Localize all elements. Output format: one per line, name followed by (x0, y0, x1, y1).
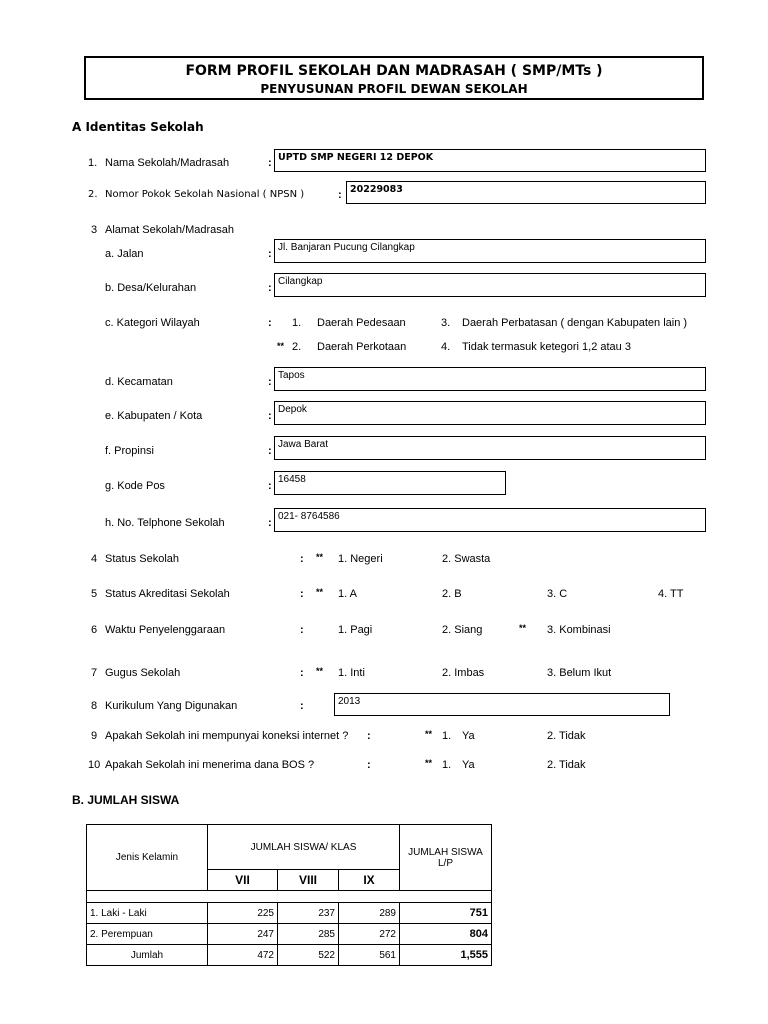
cell-total: 804 (400, 924, 492, 945)
cell-viii: 522 (278, 945, 339, 966)
gugus-selected-mark: ** (316, 666, 324, 676)
cell-viii: 285 (278, 924, 339, 945)
q3c-label: c. Kategori Wilayah (105, 317, 200, 329)
q3g-label: g. Kode Pos (105, 480, 165, 492)
q3h-colon: : (268, 517, 272, 529)
q3c-colon: : (268, 317, 272, 329)
internet-opt1-number: 1. (442, 730, 452, 742)
q6-colon: : (300, 624, 304, 636)
cell-ix: 561 (339, 945, 400, 966)
header-jumlah-siswa-klas: JUMLAH SISWA/ KLAS (208, 825, 400, 870)
propinsi-field[interactable]: Jawa Barat (274, 436, 706, 460)
waktu-opt-pagi[interactable]: 1. Pagi (338, 624, 373, 636)
header-jumlah-siswa-line2: L/P (437, 857, 453, 869)
waktu-selected-mark: ** (519, 623, 527, 633)
cell-vii: 225 (208, 903, 278, 924)
waktu-opt-siang[interactable]: 2. Siang (442, 624, 483, 636)
grade-viii: VIII (278, 870, 339, 891)
q4-label: Status Sekolah (105, 553, 179, 565)
jumlah-siswa-table (86, 824, 492, 966)
row-label: 1. Laki - Laki (87, 903, 208, 924)
table-row (87, 924, 492, 945)
q3e-colon: : (268, 410, 272, 422)
bos-opt-ya[interactable]: Ya (462, 759, 475, 771)
kurikulum-field[interactable]: 2013 (334, 693, 670, 716)
internet-selected-mark: ** (425, 729, 433, 739)
internet-opt-ya[interactable]: Ya (462, 730, 475, 742)
q1-label: Nama Sekolah/Madrasah (105, 157, 230, 169)
internet-opt-tidak[interactable]: 2. Tidak (547, 730, 586, 742)
gugus-opt-imbas[interactable]: 2. Imbas (442, 667, 485, 679)
form-subtitle: PENYUSUNAN PROFIL DEWAN SEKOLAH (260, 82, 528, 96)
header-jenis-kelamin: Jenis Kelamin (87, 825, 208, 891)
section-b-title: B. JUMLAH SISWA (72, 793, 180, 807)
q9-label: Apakah Sekolah ini mempunyai koneksi internet ? (105, 730, 349, 742)
gugus-opt-inti[interactable]: 1. Inti (338, 667, 365, 679)
q7-label: Gugus Sekolah (105, 667, 181, 679)
q3d-colon: : (268, 376, 272, 388)
row-label: 2. Perempuan (87, 924, 208, 945)
q5-colon: : (300, 588, 304, 600)
q6-label: Waktu Penyelenggaraan (105, 624, 226, 636)
kabupaten-kota-field[interactable]: Depok (274, 401, 706, 425)
q9-number: 9 (91, 730, 98, 742)
section-a-title: A Identitas Sekolah (72, 120, 204, 134)
q4-number: 4 (91, 553, 98, 565)
wilayah-opt3-number: 3. (441, 317, 451, 329)
bos-opt1-number: 1. (442, 759, 452, 771)
cell-total: 1,555 (400, 945, 492, 966)
q1-colon: : (268, 157, 272, 169)
nama-sekolah-field[interactable]: UPTD SMP NEGERI 12 DEPOK (274, 149, 706, 172)
q3f-colon: : (268, 445, 272, 457)
q7-colon: : (300, 667, 304, 679)
q3g-colon: : (268, 480, 272, 492)
akreditasi-opt-tt[interactable]: 4. TT (658, 588, 684, 600)
q3d-label: d. Kecamatan (105, 376, 173, 388)
q4-colon: : (300, 553, 304, 565)
wilayah-opt4[interactable]: Tidak termasuk ketegori 1,2 atau 3 (462, 341, 631, 353)
q8-label: Kurikulum Yang Digunakan (105, 700, 238, 712)
q5-number: 5 (91, 588, 98, 600)
grade-ix: IX (339, 870, 400, 891)
wilayah-opt1[interactable]: Daerah Pedesaan (317, 317, 406, 329)
q3b-label: b. Desa/Kelurahan (105, 282, 197, 294)
desa-kelurahan-field[interactable]: Cilangkap (274, 273, 706, 297)
q10-number: 10 (88, 759, 101, 771)
status-opt-swasta[interactable]: 2. Swasta (442, 553, 491, 565)
table-spacer-row (87, 891, 492, 903)
q3a-colon: : (268, 248, 272, 260)
table-header-row (87, 825, 492, 870)
table-row-total (87, 945, 492, 966)
q3f-label: f. Propinsi (105, 445, 154, 457)
akreditasi-selected-mark: ** (316, 587, 324, 597)
gugus-opt-belum-ikut[interactable]: 3. Belum Ikut (547, 667, 612, 679)
wilayah-opt1-number: 1. (292, 317, 302, 329)
table-row (87, 903, 492, 924)
kecamatan-field[interactable]: Tapos (274, 367, 706, 391)
form-title: FORM PROFIL SEKOLAH DAN MADRASAH ( SMP/MTs ) (185, 63, 603, 79)
jalan-field[interactable]: Jl. Banjaran Pucung Cilangkap (274, 239, 706, 263)
grade-vii: VII (208, 870, 278, 891)
q3h-label: h. No. Telphone Sekolah (105, 517, 225, 529)
kode-pos-field[interactable]: 16458 (274, 471, 506, 495)
q8-number: 8 (91, 700, 98, 712)
q10-label: Apakah Sekolah ini menerima dana BOS ? (105, 759, 315, 771)
wilayah-opt4-number: 4. (441, 341, 451, 353)
wilayah-opt2-number: 2. (292, 341, 302, 353)
waktu-opt-kombinasi[interactable]: 3. Kombinasi (547, 624, 611, 636)
akreditasi-opt-a[interactable]: 1. A (338, 588, 357, 600)
bos-selected-mark: ** (425, 758, 433, 768)
q2-label: Nomor Pokok Sekolah Nasional ( NPSN ) (105, 189, 305, 200)
cell-ix: 289 (339, 903, 400, 924)
wilayah-selected-mark: ** (277, 341, 285, 351)
q10-colon: : (367, 759, 371, 771)
q8-colon: : (300, 700, 304, 712)
cell-ix: 272 (339, 924, 400, 945)
header-jumlah-siswa-line1: JUMLAH SISWA (408, 846, 483, 858)
status-opt-negeri[interactable]: 1. Negeri (338, 553, 383, 565)
cell-vii: 472 (208, 945, 278, 966)
wilayah-opt2[interactable]: Daerah Perkotaan (317, 341, 407, 353)
q3b-colon: : (268, 282, 272, 294)
spacer-cell (87, 891, 492, 903)
telephone-field[interactable]: 021- 8764586 (274, 508, 706, 532)
bos-opt-tidak[interactable]: 2. Tidak (547, 759, 586, 771)
q6-number: 6 (91, 624, 98, 636)
akreditasi-opt-b[interactable]: 2. B (442, 588, 462, 600)
cell-vii: 247 (208, 924, 278, 945)
status-selected-mark: ** (316, 552, 324, 562)
q3e-label: e. Kabupaten / Kota (105, 410, 203, 422)
header-jumlah-siswa-lp (400, 825, 492, 891)
q2-colon: : (338, 189, 342, 201)
npsn-field[interactable]: 20229083 (346, 181, 706, 204)
q3-number: 3 (91, 224, 98, 236)
cell-viii: 237 (278, 903, 339, 924)
q3-label: Alamat Sekolah/Madrasah (105, 224, 235, 236)
q7-number: 7 (91, 667, 98, 679)
q3a-label: a. Jalan (105, 248, 144, 260)
q1-number: 1. (88, 157, 98, 169)
wilayah-opt3[interactable]: Daerah Perbatasan ( dengan Kabupaten lain ) (462, 317, 688, 329)
q5-label: Status Akreditasi Sekolah (105, 588, 230, 600)
cell-total: 751 (400, 903, 492, 924)
akreditasi-opt-c[interactable]: 3. C (547, 588, 568, 600)
form-title-box (84, 56, 704, 100)
row-label: Jumlah (87, 945, 208, 966)
q2-number: 2. (88, 189, 98, 200)
q9-colon: : (367, 730, 371, 742)
